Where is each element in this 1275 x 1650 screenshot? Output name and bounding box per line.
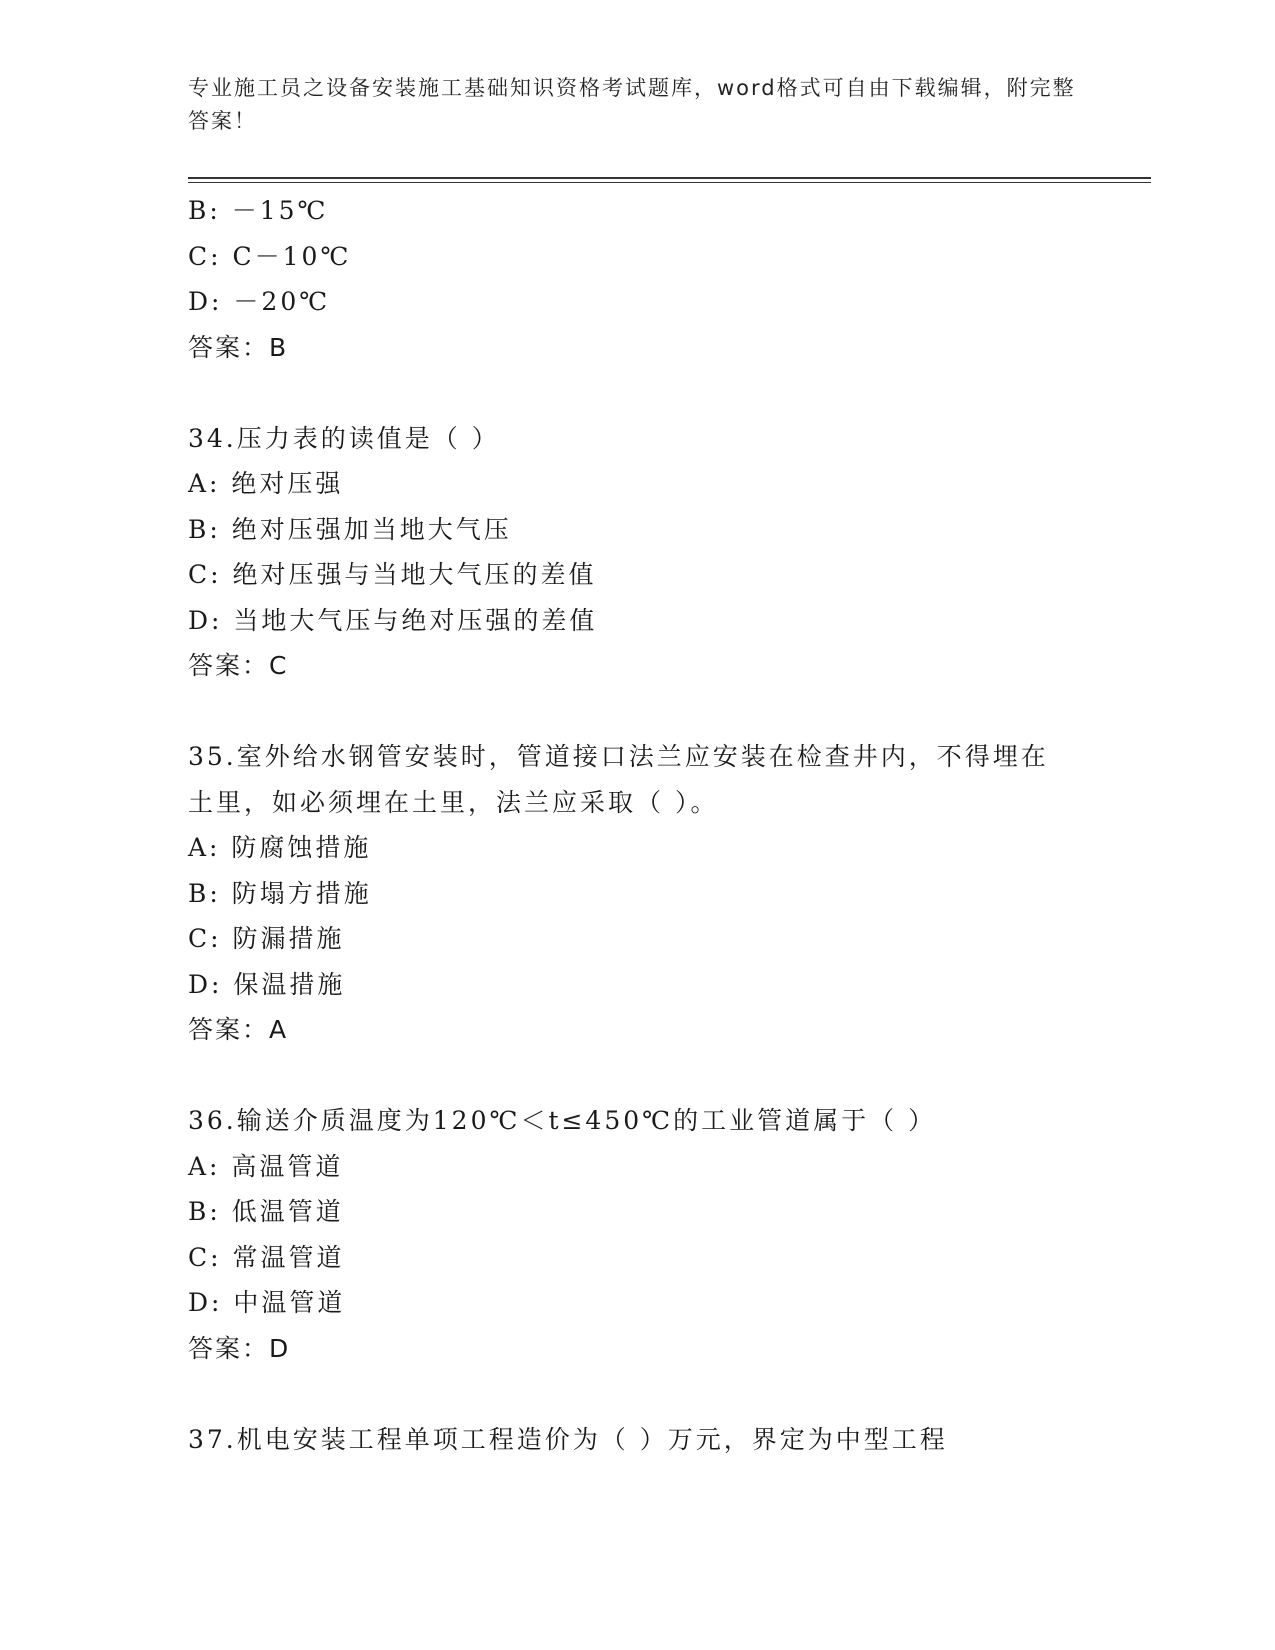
answer: 答案：A [188, 1015, 289, 1044]
option-a: A: 防腐蚀措施 [188, 833, 372, 862]
answer: 答案：C [188, 651, 289, 680]
option-d: D: －20℃ [188, 287, 331, 316]
option-b: B: 低温管道 [188, 1197, 344, 1226]
answer: 答案：B [188, 332, 289, 362]
option-a: A: 绝对压强 [188, 469, 344, 498]
document-header: 专业施工员之设备安装施工基础知识资格考试题库，word格式可自由下载编辑，附完整答案！ [188, 76, 1076, 133]
question-37 [188, 1417, 1088, 1463]
option-b: B: 绝对压强加当地大气压 [188, 514, 512, 544]
answer: 答案：D [188, 1333, 291, 1363]
question-list [188, 188, 1088, 1462]
option-c: C: C－10℃ [188, 241, 352, 271]
question-36 [188, 1098, 1088, 1371]
option-c: C: 常温管道 [188, 1242, 345, 1272]
option-b: B: 防塌方措施 [188, 878, 372, 908]
question-stem: 34.压力表的读值是（ ） [188, 423, 500, 453]
header-rule-thick [188, 177, 1151, 179]
option-d: D: 中温管道 [188, 1288, 346, 1317]
header-rule-thin [188, 182, 1151, 183]
question-34 [188, 416, 1088, 689]
option-d: D: 当地大气压与绝对压强的差值 [188, 605, 598, 635]
question-stem: 36.输送介质温度为120℃＜t≤450℃的工业管道属于（ ） [188, 1106, 937, 1135]
question-33-tail [188, 188, 1088, 370]
option-c: C: 绝对压强与当地大气压的差值 [188, 560, 597, 589]
option-a: A: 高温管道 [188, 1151, 344, 1181]
option-d: D: 保温措施 [188, 969, 346, 999]
question-stem: 35.室外给水钢管安装时，管道接口法兰应安装在检查井内，不得埋在土里，如必须埋在土里，法兰应采取（ ）。 [188, 742, 1049, 817]
question-stem: 37.机电安装工程单项工程造价为（ ）万元，界定为中型工程 [188, 1424, 948, 1454]
question-35 [188, 734, 1088, 1053]
option-c: C: 防漏措施 [188, 924, 345, 953]
option-b: B: －15℃ [188, 196, 329, 225]
